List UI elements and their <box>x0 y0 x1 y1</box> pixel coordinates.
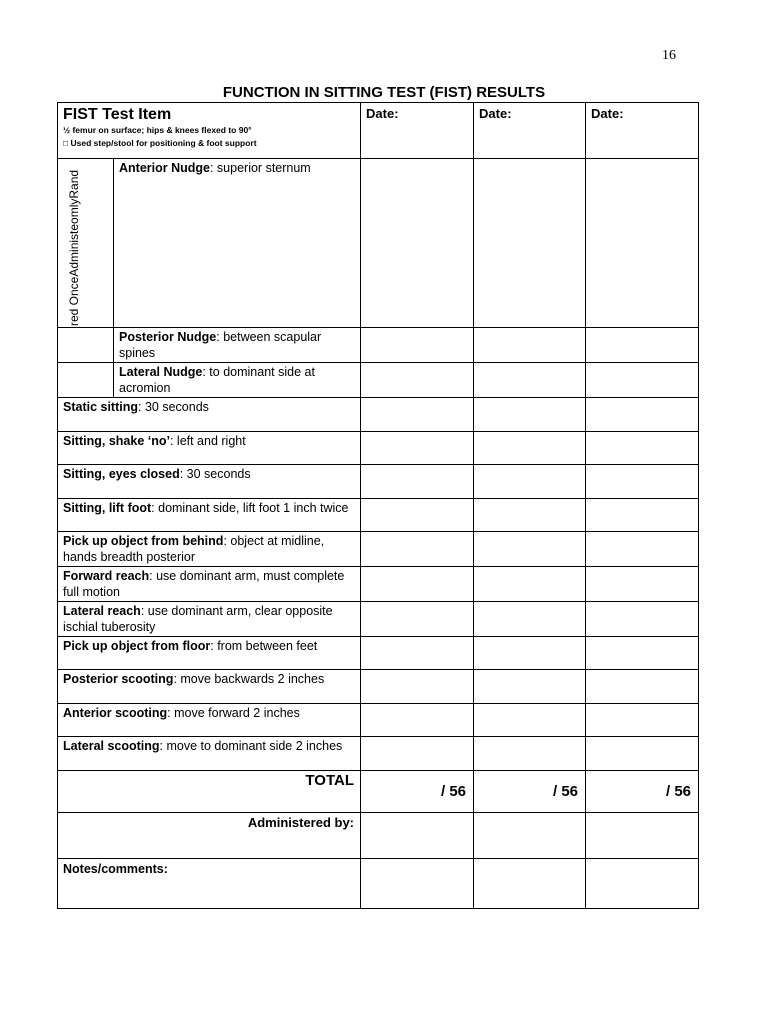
item-cell <box>58 398 361 432</box>
score-cell[interactable] <box>586 432 699 465</box>
score-cell[interactable] <box>474 328 586 363</box>
score-cell[interactable] <box>586 602 699 637</box>
item-cell <box>58 567 361 602</box>
score-cell[interactable] <box>361 363 474 398</box>
table-row <box>58 704 699 737</box>
date-label-1: Date: <box>366 106 399 121</box>
score-cell[interactable] <box>474 432 586 465</box>
side-label-cell <box>58 159 114 328</box>
table-row <box>58 637 699 670</box>
score-cell[interactable] <box>361 499 474 532</box>
item-header-cell <box>58 103 361 159</box>
total-row <box>58 771 699 813</box>
score-cell[interactable] <box>586 567 699 602</box>
score-cell[interactable] <box>474 398 586 432</box>
score-cell[interactable] <box>586 328 699 363</box>
score-cell[interactable] <box>361 602 474 637</box>
side-cell <box>58 363 114 398</box>
score-cell[interactable] <box>474 567 586 602</box>
score-cell[interactable] <box>474 159 586 328</box>
score-cell[interactable] <box>361 637 474 670</box>
item-detail: : move forward 2 inches <box>167 706 300 720</box>
fist-results-table <box>57 102 699 909</box>
notes-cell[interactable] <box>361 859 474 909</box>
item-detail: : dominant side, lift foot 1 inch twice <box>151 501 349 515</box>
item-detail: : use dominant arm, clear opposite ischial tuberosity <box>63 604 333 634</box>
table-row <box>58 737 699 771</box>
administered-row <box>58 813 699 859</box>
score-cell[interactable] <box>361 159 474 328</box>
side-cell <box>58 328 114 363</box>
score-cell[interactable] <box>586 465 699 499</box>
date-label-3: Date: <box>591 106 624 121</box>
item-name: Lateral scooting <box>63 739 160 753</box>
item-cell <box>58 532 361 567</box>
item-name: Pick up object from floor <box>63 639 211 653</box>
administered-by-cell[interactable] <box>586 813 699 859</box>
item-detail: : 30 seconds <box>138 400 209 414</box>
administered-by-cell[interactable] <box>361 813 474 859</box>
score-cell[interactable] <box>361 737 474 771</box>
score-cell[interactable] <box>361 398 474 432</box>
item-name: Posterior Nudge <box>119 330 217 344</box>
score-cell[interactable] <box>474 737 586 771</box>
administered-by-label: Administered by: <box>58 813 361 859</box>
item-name: Anterior Nudge <box>119 161 210 175</box>
table-row <box>58 328 699 363</box>
item-name: Sitting, lift foot <box>63 501 152 515</box>
item-cell <box>58 637 361 670</box>
score-cell[interactable] <box>361 465 474 499</box>
date-label-2: Date: <box>479 106 512 121</box>
item-detail: : left and right <box>169 434 246 448</box>
item-detail: : to dominant side at acromion <box>119 365 315 395</box>
item-name: Lateral Nudge <box>119 365 203 379</box>
score-cell[interactable] <box>586 499 699 532</box>
positioning-note: ½ femur on surface; hips & knees flexed to 90° <box>63 125 252 135</box>
score-cell[interactable] <box>474 670 586 704</box>
score-cell[interactable] <box>586 637 699 670</box>
score-cell[interactable] <box>586 398 699 432</box>
step-stool-note: □ Used step/stool for positioning & foot support <box>63 138 257 148</box>
score-cell[interactable] <box>474 499 586 532</box>
notes-cell[interactable] <box>474 859 586 909</box>
item-name: Pick up object from behind <box>63 534 224 548</box>
score-cell[interactable] <box>586 363 699 398</box>
date-cell-1 <box>361 103 474 159</box>
total-score-1[interactable]: / 56 <box>361 771 474 813</box>
date-cell-3 <box>586 103 699 159</box>
page-number: 16 <box>662 48 676 63</box>
score-cell[interactable] <box>586 737 699 771</box>
table-row <box>58 532 699 567</box>
total-score-2[interactable]: / 56 <box>474 771 586 813</box>
item-name: Sitting, shake ‘no’ <box>63 434 170 448</box>
item-cell <box>58 602 361 637</box>
score-cell[interactable] <box>474 602 586 637</box>
item-detail: : object at midline, hands breadth posterior <box>63 534 325 564</box>
score-cell[interactable] <box>361 328 474 363</box>
notes-label: Notes/comments: <box>58 859 361 909</box>
score-cell[interactable] <box>361 567 474 602</box>
notes-row <box>58 859 699 909</box>
score-cell[interactable] <box>361 532 474 567</box>
table-row <box>58 602 699 637</box>
item-cell <box>58 432 361 465</box>
item-detail: : from between feet <box>210 639 318 653</box>
score-cell[interactable] <box>586 532 699 567</box>
item-cell <box>58 737 361 771</box>
administered-by-cell[interactable] <box>474 813 586 859</box>
table-row <box>58 432 699 465</box>
item-name: Forward reach <box>63 569 150 583</box>
table-row <box>58 363 699 398</box>
header-row <box>58 103 699 159</box>
table-row <box>58 567 699 602</box>
item-detail: : 30 seconds <box>179 467 251 481</box>
notes-cell[interactable] <box>586 859 699 909</box>
item-name: Static sitting <box>63 400 139 414</box>
item-cell <box>58 499 361 532</box>
item-cell <box>114 363 361 398</box>
score-cell[interactable] <box>361 670 474 704</box>
item-heading: FIST Test Item <box>63 106 172 123</box>
item-cell <box>58 704 361 737</box>
score-cell[interactable] <box>474 532 586 567</box>
table-row <box>58 499 699 532</box>
page-title: FUNCTION IN SITTING TEST (FIST) RESULTS <box>222 84 546 101</box>
item-cell <box>58 670 361 704</box>
table-row <box>58 398 699 432</box>
score-cell[interactable] <box>361 704 474 737</box>
date-cell-2 <box>474 103 586 159</box>
score-cell[interactable] <box>586 159 699 328</box>
score-cell[interactable] <box>361 432 474 465</box>
total-score-3[interactable]: / 56 <box>586 771 699 813</box>
table-row <box>58 670 699 704</box>
item-detail: : superior sternum <box>209 161 311 175</box>
score-cell[interactable] <box>474 363 586 398</box>
item-cell <box>58 465 361 499</box>
score-cell[interactable] <box>474 465 586 499</box>
item-name: Lateral reach <box>63 604 141 618</box>
item-cell <box>114 328 361 363</box>
table-row <box>58 465 699 499</box>
item-detail: : move backwards 2 inches <box>173 672 325 686</box>
table-row <box>58 159 699 328</box>
score-cell[interactable] <box>586 704 699 737</box>
item-detail: : between scapular spines <box>119 330 322 360</box>
item-cell <box>114 159 361 328</box>
item-name: Posterior scooting <box>63 672 174 686</box>
total-label: TOTAL <box>58 771 361 813</box>
score-cell[interactable] <box>586 670 699 704</box>
item-name: Anterior scooting <box>63 706 168 720</box>
score-cell[interactable] <box>474 704 586 737</box>
item-detail: : move to dominant side 2 inches <box>159 739 343 753</box>
item-detail: : use dominant arm, must complete full motion <box>63 569 345 599</box>
score-cell[interactable] <box>474 637 586 670</box>
item-name: Sitting, eyes closed <box>63 467 180 481</box>
side-label: red OnceAdministeomlyRand <box>67 169 81 326</box>
